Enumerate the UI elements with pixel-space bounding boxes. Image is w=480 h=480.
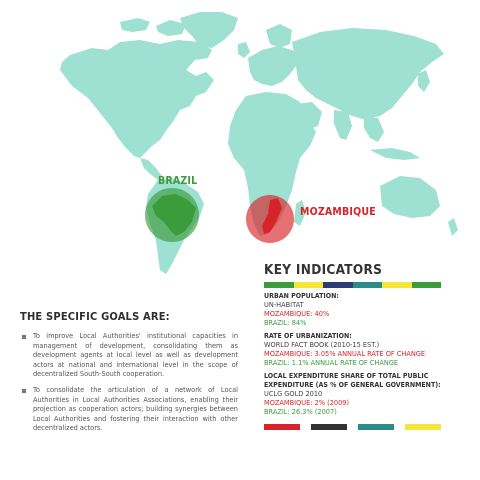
goals-section <box>20 310 238 440</box>
indicator-brazil-value: BRAZIL: 26.3% (2007) <box>264 408 337 416</box>
indicator-urban-population <box>264 292 442 328</box>
color-block <box>358 424 394 430</box>
new-zealand <box>448 218 458 236</box>
color-strip-segment <box>353 282 383 288</box>
indicator-heading: LOCAL EXPENDITURE SHARE OF TOTAL PUBLIC EXPENDITURE (AS % OF GENERAL GOVERNMENT): <box>264 372 441 389</box>
indicator-mozambique-value: MOZAMBIQUE: 40% <box>264 310 330 318</box>
bullet-icon <box>22 389 26 393</box>
japan <box>418 70 430 92</box>
uk-iceland <box>238 42 250 58</box>
bottom-color-blocks <box>264 424 441 430</box>
indicator-source: UCLG GOLD 2010 <box>264 390 323 398</box>
scandinavia <box>266 24 292 48</box>
key-indicators-section <box>264 262 442 430</box>
color-block <box>405 424 441 430</box>
indicator-source: UN-HABITAT <box>264 301 304 309</box>
indicator-mozambique-value: MOZAMBIQUE: 2% (2009) <box>264 399 350 407</box>
indicator-mozambique-value: MOZAMBIQUE: 3.05% ANNUAL RATE OF CHANGE <box>264 350 426 358</box>
australia <box>380 176 440 218</box>
indonesia <box>370 148 420 160</box>
goal-text: To improve Local Authorities' institutional capacities in management of development, consolidating them as development agents at local level as well as development actors at national and international level in the scope of decentralized South-South cooperation. <box>33 332 238 379</box>
indicator-source: WORLD FACT BOOK (2010-15 EST.) <box>264 341 380 349</box>
color-block <box>311 424 347 430</box>
color-strip-segment <box>412 282 442 288</box>
goals-title: THE SPECIFIC GOALS ARE: <box>20 310 170 323</box>
color-strip-segment <box>323 282 353 288</box>
arctic-islands-2 <box>156 20 186 36</box>
color-strip <box>264 282 441 288</box>
color-block <box>264 424 300 430</box>
europe <box>248 46 300 86</box>
indicator-brazil-value: BRAZIL: 1.1% ANNUAL RATE OF CHANGE <box>264 359 399 367</box>
color-strip-segment <box>294 282 324 288</box>
indicator-heading: URBAN POPULATION: <box>264 292 339 300</box>
mozambique-label: MOZAMBIQUE <box>300 206 376 218</box>
indicator-heading: RATE OF URBANIZATION: <box>264 332 352 340</box>
goal-item <box>20 332 238 380</box>
arctic-islands <box>120 18 150 32</box>
indicator-rate-of-urbanization <box>264 332 442 368</box>
goals-list <box>20 332 238 434</box>
goal-item <box>20 386 238 434</box>
indicator-local-expenditure <box>264 372 442 417</box>
se-asia <box>364 118 384 142</box>
bullet-icon <box>22 335 26 339</box>
goal-text: To consolidate the articulation of a network of Local Authorities in Local Authorities Associations, enabling their projection as cooperation actors; building synergies between Local Authorities and fostering their interaction with other decentralized actors. <box>33 385 238 433</box>
indicator-brazil-value: BRAZIL: 84% <box>264 319 307 327</box>
color-strip-segment <box>382 282 412 288</box>
key-indicators-title: KEY INDICATORS <box>264 262 383 278</box>
color-strip-segment <box>264 282 294 288</box>
brazil-label: BRAZIL <box>158 175 198 187</box>
north-america <box>60 40 214 158</box>
